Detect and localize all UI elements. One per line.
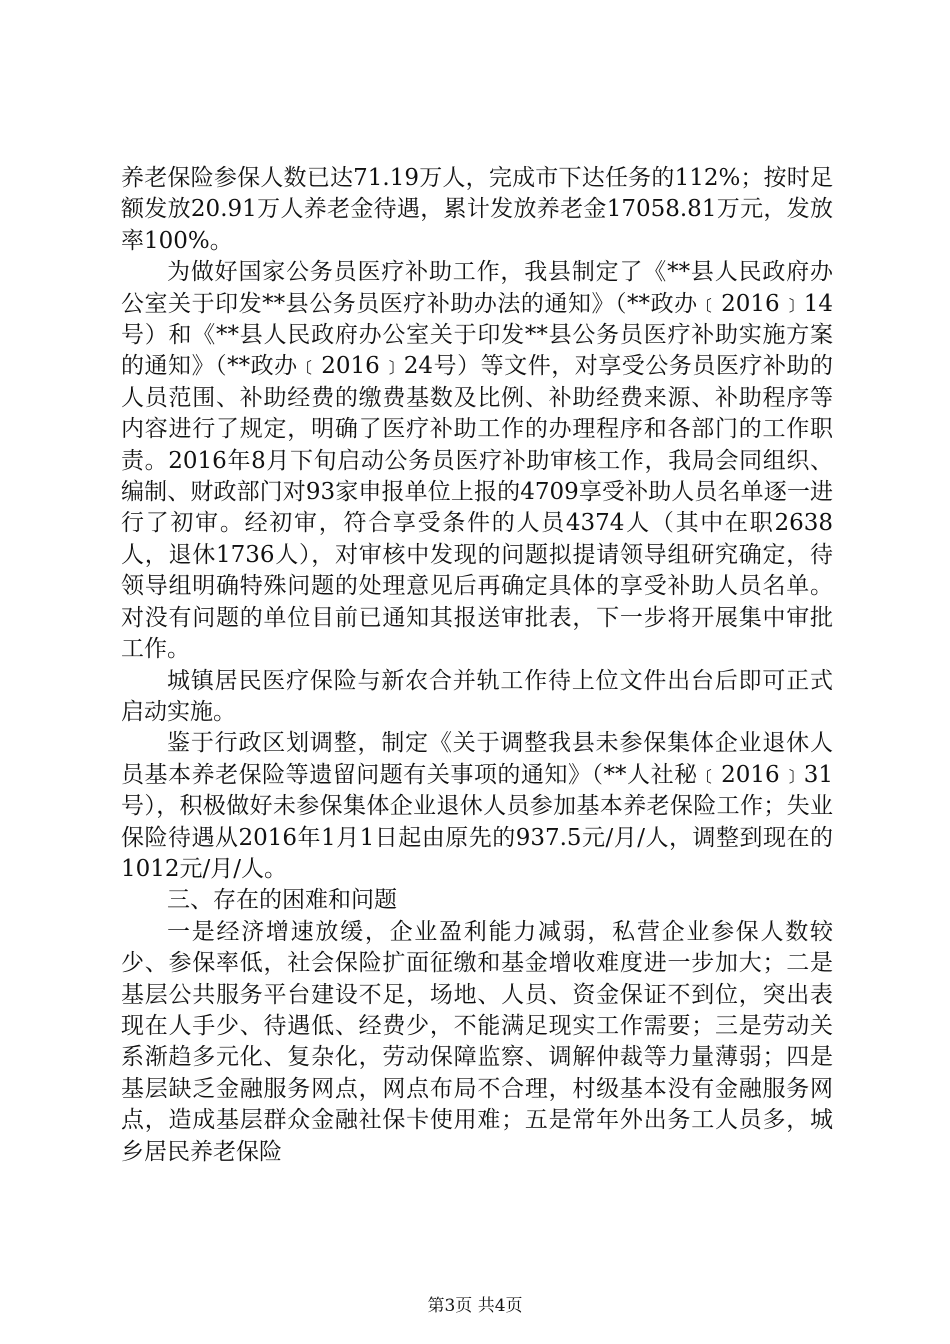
page-footer: 第3页 共4页 xyxy=(427,1296,523,1316)
document-body xyxy=(121,163,833,1168)
paragraph-pension-stats: 养老保险参保人数已达71.19万人，完成市下达任务的112%；按时足额发放20.91万人养老金待遇，累计发放养老金17058.81万元，发放率100%。 xyxy=(121,165,833,254)
paragraph-medical-insurance-merge: 城镇居民医疗保险与新农合并轨工作待上位文件出台后即可正式启动实施。 xyxy=(121,667,833,725)
paragraph-retiree-pension: 鉴于行政区划调整，制定《关于调整我县未参保集体企业退休人员基本养老保险等遗留问题有关事项的通知》（**人社秘﹝2016﹞31号），积极做好未参保集体企业退休人员参加基本养老保险工作；失业保险待遇从2016年1月1日起由原先的937.5元/月/人，调整到现在的1012元/月/人。 xyxy=(121,730,833,882)
section-heading-difficulties: 三、存在的困难和问题 xyxy=(167,887,397,914)
paragraph-medical-subsidy: 为做好国家公务员医疗补助工作，我县制定了《**县人民政府办公室关于印发**县公务员医疗补助办法的通知》（**政办﹝2016﹞14号）和《**县人民政府办公室关于印发**县公务员医疗补助实施方案的通知》（**政办﹝2016﹞24号）等文件，对享受公务员医疗补助的人员范围、补助经费的缴费基数及比例、补助经费来源、补助程序等内容进行了规定，明确了医疗补助工作的办理程序和各部门的工作职责。2016年8月下旬启动公务员医疗补助审核工作，我局会同组织、编制、财政部门对93家申报单位上报的4709享受补助人员名单逐一进行了初审。经初审，符合享受条件的人员4374人（其中在职2638人，退休1736人），对审核中发现的问题拟提请领导组研究确定，待领导组明确特殊问题的处理意见后再确定具体的享受补助人员名单。对没有问题的单位目前已通知其报送审批表，下一步将开展集中审批工作。 xyxy=(121,259,833,663)
paragraph-difficulties: 一是经济增速放缓，企业盈利能力减弱，私营企业参保人数较少、参保率低，社会保险扩面征缴和基金增收难度进一步加大；二是基层公共服务平台建设不足，场地、人员、资金保证不到位，突出表现在人手少、待遇低、经费少，不能满足现实工作需要；三是劳动关系渐趋多元化、复杂化，劳动保障监察、调解仲裁等力量薄弱；四是基层缺乏金融服务网点，网点布局不合理，村级基本没有金融服务网点，造成基层群众金融社保卡使用难；五是常年外出务工人员多，城乡居民养老保险 xyxy=(121,918,833,1165)
